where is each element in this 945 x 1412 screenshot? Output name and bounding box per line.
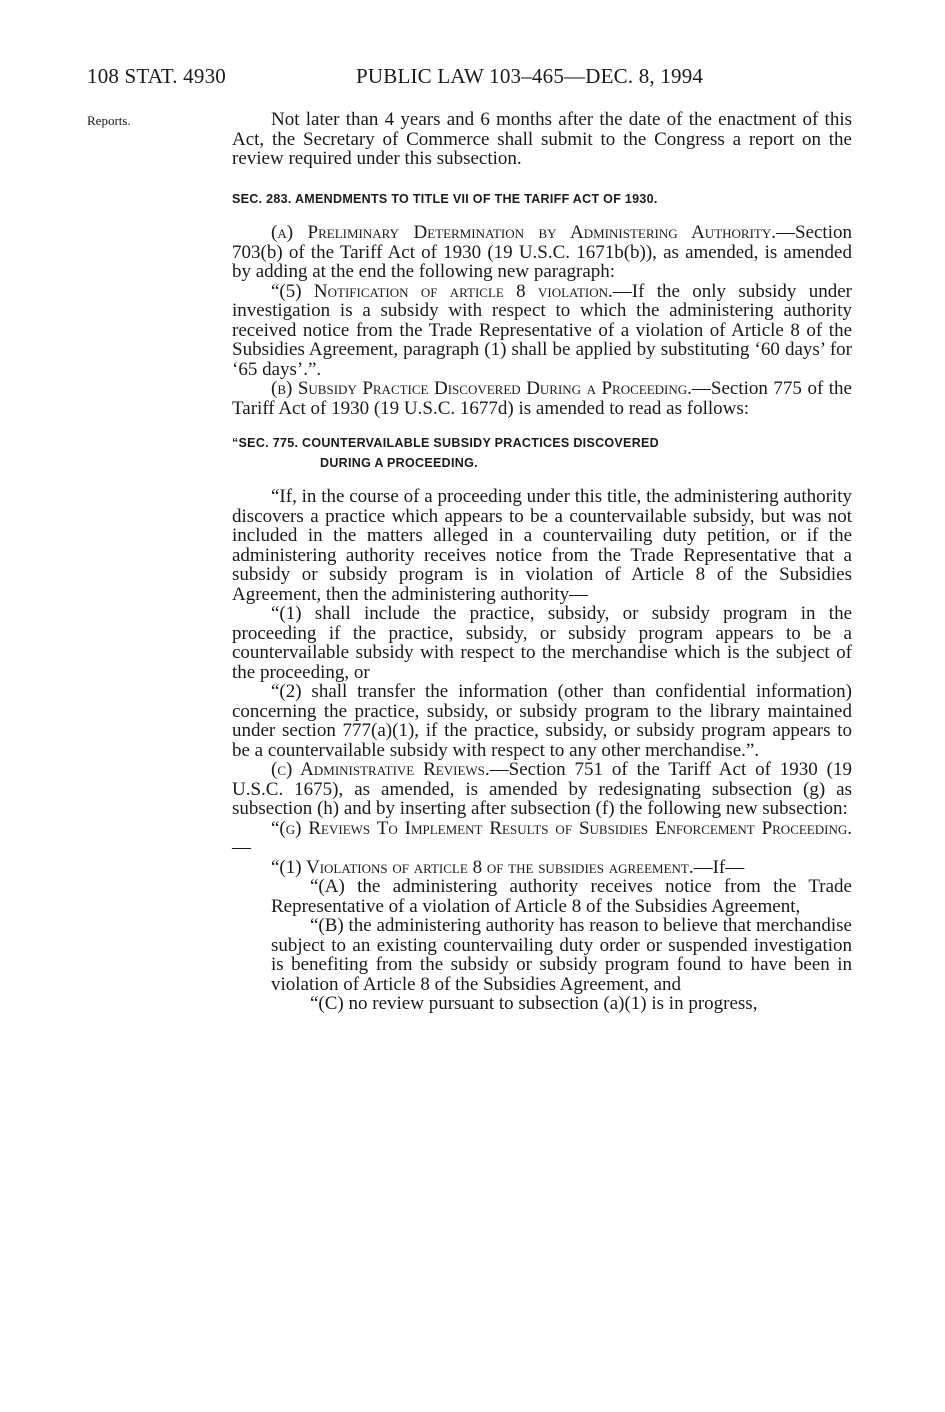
section-775-heading-line1: “SEC. 775. COUNTERVAILABLE SUBSIDY PRACTICES DISCOVERED [232, 436, 659, 450]
clause-g-c: “(C) no review pursuant to subsection (a)(1) is in progress, [310, 993, 758, 1014]
subsection-g-caption: “(g) Reviews To Implement Results of Subsidies Enforcement Proceeding. [271, 817, 852, 839]
subsection-c-caption: (c) Administrative Reviews. [271, 759, 490, 780]
paragraph-g1 [232, 858, 852, 878]
paragraph-g1-text: —If— [693, 856, 745, 878]
subsection-g [232, 819, 852, 858]
reports-paragraph: Not later than 4 years and 6 months after the date of the enactment of this Act, the Secretary of Commerce shall submit to the Congress a report on the review required under this subsection. [232, 109, 852, 169]
subsection-a-caption: (a) Preliminary Determination by Administering Authority. [271, 222, 776, 243]
section-775-heading [232, 434, 852, 473]
margin-note-reports: Reports. [87, 113, 131, 128]
item-2: “(2) shall transfer the information (other than confidential information) concerning the practice, subsidy, or subsidy program to the library maintained under section 777(a)(1), if the practice, subsidy, or subsidy program appears to be a countervailable subsidy with respect to any other merchandise.”. [232, 681, 852, 761]
document-body [232, 110, 852, 1014]
paragraph-g1-caption: “(1) Violations of article 8 of the subsidies agreement. [271, 856, 694, 878]
subsection-c [232, 760, 852, 819]
subsection-b-text: —Section 775 of the Tariff Act of 1930 (19 U.S.C. 1677d) is amended to read as follows: [232, 378, 852, 419]
subsection-a-text: —Section 703(b) of the Tariff Act of 1930 (19 U.S.C. 1671b(b)), as amended, is amended by adding at the end the following new paragraph: [232, 222, 852, 282]
item-1: “(1) shall include the practice, subsidy, or subsidy program in the proceeding if the practice, subsidy, or subsidy program appears to be a countervailable subsidy with respect to the merchandise which is the subject of the proceeding, or [232, 603, 852, 683]
paragraph-a5-text: —If the only subsidy under investigation is a subsidy with respect to which the administering authority received notice from the Trade Representative of a violation of Article 8 of the Subsidies Agreement, paragraph (1) shall be applied by substituting ‘60 days’ for ‘65 days’.”. [232, 280, 852, 380]
page-stat-citation: 108 STAT. 4930 [87, 64, 226, 88]
subsection-g-text: — [232, 837, 251, 858]
subsection-b [232, 379, 852, 418]
paragraph-a5 [232, 282, 852, 380]
clause-g-a: “(A) the administering authority receives notice from the Trade Representative of a violation of Article 8 of the Subsidies Agreement, [271, 876, 852, 917]
subsection-a [232, 223, 852, 282]
section-283-heading: SEC. 283. AMENDMENTS TO TITLE VII OF THE TARIFF ACT OF 1930. [232, 191, 658, 206]
clause-g-b: “(B) the administering authority has reason to believe that merchandise subject to an existing countervailing duty order or suspended investigation is benefiting from the subsidy or subsidy program found to have been in violation of Article 8 of the Subsidies Agreement, and [271, 915, 852, 995]
subsection-b-caption: (b) Subsidy Practice Discovered During a Proceeding. [271, 378, 692, 399]
page-running-title: PUBLIC LAW 103–465—DEC. 8, 1994 [356, 64, 704, 88]
section-775-heading-line2: DURING A PROCEEDING. [320, 455, 478, 470]
section-775-text: “If, in the course of a proceeding under this title, the administering authority discovers a practice which appears to be a countervailable subsidy, but was not included in the matters alleged in a countervailing duty petition, or if the administering authority receives notice from the Trade Representative that a subsidy or subsidy program is in violation of Article 8 of the Subsidies Agreement, then the administering authority— [232, 486, 852, 605]
paragraph-a5-caption: “(5) Notification of article 8 violation. [271, 280, 613, 302]
subsection-c-text: —Section 751 of the Tariff Act of 1930 (19 U.S.C. 1675), as amended, is amended by redesignating subsection (g) as subsection (h) and by inserting after subsection (f) the following new subsection: [232, 759, 852, 819]
